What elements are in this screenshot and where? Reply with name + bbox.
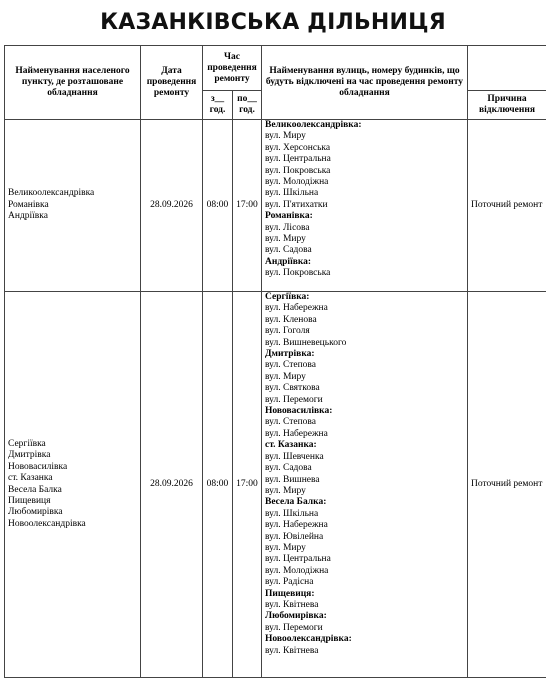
street-item: вул. Миру [265, 131, 467, 142]
date-cell: 28.09.2026 [141, 120, 203, 292]
reason-cell: Поточний ремонт [468, 292, 546, 678]
settlement-name: Дмитрівка [8, 450, 140, 461]
settlement-heading: Романівка: [265, 211, 467, 222]
street-item: вул. Квітнева [265, 646, 467, 657]
table-row [5, 292, 546, 678]
settlement-heading: Дмитрівка: [265, 349, 467, 360]
settlement-heading: Сергіївка: [265, 292, 467, 303]
street-item: вул. Вишнева [265, 475, 467, 486]
header-settlement: Найменування населеного пункту, де розташоване обладнання [5, 46, 141, 120]
settlement-heading: ст. Казанка: [265, 440, 467, 451]
streets-cell [262, 292, 468, 678]
settlement-name: Сергіївка [8, 439, 140, 450]
street-item: вул. Перемоги [265, 623, 467, 634]
page-title: КАЗАНКІВСЬКА ДІЛЬНИЦЯ [0, 10, 546, 40]
settlement-cell [5, 120, 141, 292]
header-reason: Причина відключення [468, 91, 546, 120]
street-item: вул. Набережна [265, 303, 467, 314]
street-item: вул. Покровська [265, 166, 467, 177]
street-item: вул. Святкова [265, 383, 467, 394]
date-cell: 28.09.2026 [141, 292, 203, 678]
settlement-name: Любомирівка [8, 507, 140, 518]
street-item: вул. Шевченка [265, 452, 467, 463]
streets-cell [262, 120, 468, 292]
settlement-name: Весела Балка [8, 485, 140, 496]
time-from-cell: 08:00 [203, 120, 233, 292]
street-item: вул. Шкільна [265, 509, 467, 520]
street-item: вул. Степова [265, 360, 467, 371]
settlement-heading: Пищевиця: [265, 589, 467, 600]
time-from-cell: 08:00 [203, 292, 233, 678]
settlement-heading: Андріївка: [265, 257, 467, 268]
header-row [5, 46, 546, 91]
settlement-heading: Новоолександрівка: [265, 634, 467, 645]
street-item: вул. Миру [265, 486, 467, 497]
street-item: вул. Радісна [265, 577, 467, 588]
street-item: вул. Центральна [265, 154, 467, 165]
street-item: вул. П'ятихатки [265, 200, 467, 211]
street-item: вул. Перемоги [265, 395, 467, 406]
street-item: вул. Степова [265, 417, 467, 428]
header-time: Час проведення ремонту [203, 46, 262, 91]
street-item: вул. Херсонська [265, 143, 467, 154]
settlement-name: Нововасилівка [8, 462, 140, 473]
street-item: вул. Ювілейна [265, 532, 467, 543]
settlement-name: Андріївка [8, 211, 140, 222]
street-item: вул. Миру [265, 372, 467, 383]
street-item: вул. Молодіжна [265, 177, 467, 188]
street-item: вул. Лісова [265, 223, 467, 234]
street-item: вул. Садова [265, 463, 467, 474]
settlement-name: ст. Казанка [8, 473, 140, 484]
outage-schedule-table [4, 45, 546, 678]
street-item: вул. Набережна [265, 520, 467, 531]
street-item: вул. Садова [265, 245, 467, 256]
street-item: вул. Миру [265, 234, 467, 245]
settlement-name: Романівка [8, 200, 140, 211]
header-streets: Найменування вулиць, номеру будинків, що будуть відключені на час проведення ремонту обладнання [262, 46, 468, 120]
header-time-from: з__ год. [203, 91, 233, 120]
street-item: вул. Набережна [265, 429, 467, 440]
street-item: вул. Шкільна [265, 188, 467, 199]
settlement-heading: Любомирівка: [265, 611, 467, 622]
street-item: вул. Кленова [265, 315, 467, 326]
street-item: вул. Молодіжна [265, 566, 467, 577]
settlement-cell [5, 292, 141, 678]
street-item: вул. Центральна [265, 554, 467, 565]
header-reason-spacer [468, 46, 546, 91]
street-item: вул. Квітнева [265, 600, 467, 611]
reason-cell: Поточний ремонт [468, 120, 546, 292]
street-item: вул. Гоголя [265, 326, 467, 337]
settlement-name: Великоолександрівка [8, 188, 140, 199]
settlement-name: Пищевиця [8, 496, 140, 507]
time-to-cell: 17:00 [233, 292, 262, 678]
settlement-heading: Весела Балка: [265, 497, 467, 508]
time-to-cell: 17:00 [233, 120, 262, 292]
settlement-heading: Нововасилівка: [265, 406, 467, 417]
settlement-name: Новоолександрівка [8, 519, 140, 530]
table-row [5, 120, 546, 292]
street-item: вул. Миру [265, 543, 467, 554]
street-item: вул. Вишневецького [265, 338, 467, 349]
street-item: вул. Покровська [265, 268, 467, 279]
settlement-heading: Великоолександрівка: [265, 120, 467, 131]
header-time-to: по__ год. [233, 91, 262, 120]
header-date: Дата проведення ремонту [141, 46, 203, 120]
